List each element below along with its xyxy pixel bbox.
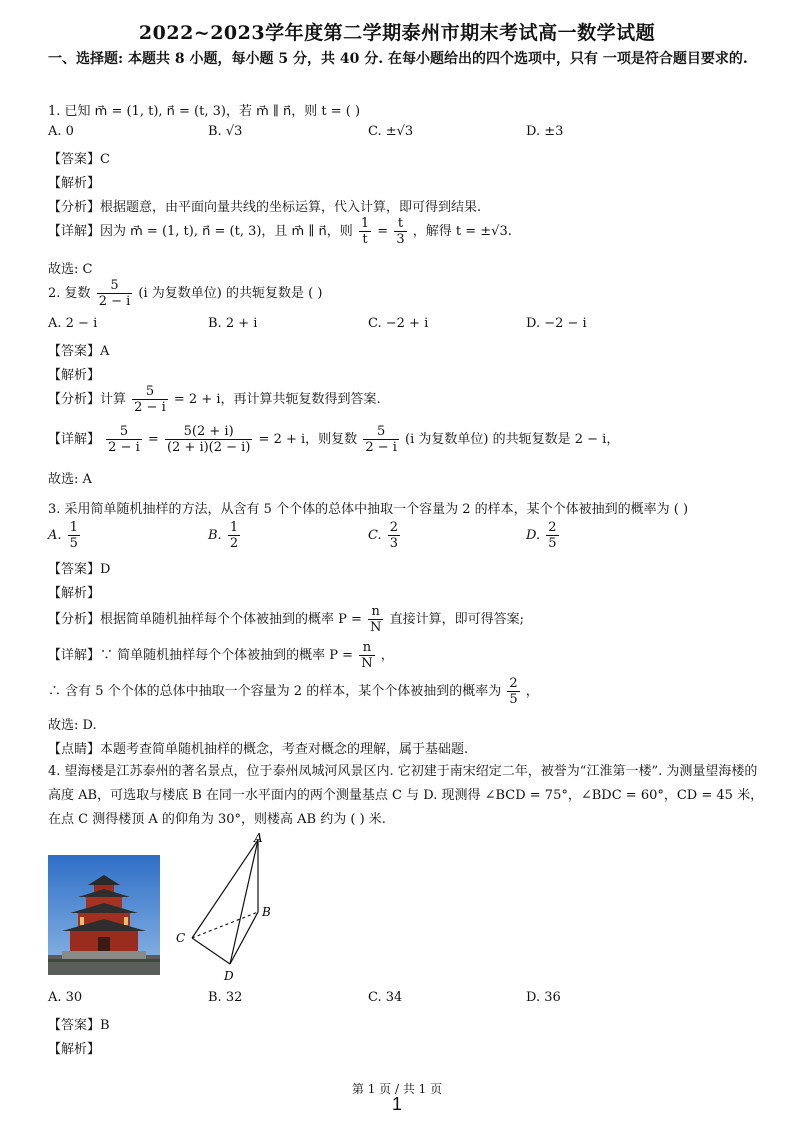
q3-d-num: 2 bbox=[548, 520, 557, 535]
q2-frac-den: 2 − i bbox=[98, 294, 131, 309]
q3-option-d-label: D. bbox=[526, 528, 541, 543]
q1-choice: 故选: C bbox=[48, 262, 93, 277]
section-heading: 一、选择题: 本题共 8 小题，每小题 5 分，共 40 分. 在每小题给出的四个选项中，只有 一项是符合题目要求的. bbox=[48, 51, 748, 67]
q3-option-b-fraction bbox=[228, 520, 240, 551]
q3-a-den: 5 bbox=[69, 536, 78, 551]
q3-dianjing: 【点睛】本题考查简单随机抽样的概念，考查对概念的理解，属于基础题. bbox=[48, 742, 469, 757]
q3-option-d-fraction bbox=[546, 520, 558, 551]
q3-therefore-suffix: ， bbox=[525, 684, 539, 699]
q3-choice: 故选: D. bbox=[48, 718, 97, 733]
q4-analysis-label: 【解析】 bbox=[48, 1042, 101, 1057]
q2-choice: 故选: A bbox=[48, 472, 92, 487]
q2-xiangjie bbox=[48, 424, 619, 455]
q3-fenxi-prefix: 【分析】根据简单随机抽样每个个体被抽到的概率 P = bbox=[48, 612, 362, 627]
q3-option-b-label: B. bbox=[208, 528, 222, 543]
q1-option-c: C. ±√3 bbox=[368, 124, 414, 139]
page-number: 1 bbox=[391, 1094, 402, 1114]
q2-fenxi-suffix: = 2 + i，再计算共轭复数得到答案. bbox=[173, 392, 381, 407]
q3-fenxi-den: N bbox=[370, 620, 382, 635]
q2-option-b: B. 2 + i bbox=[208, 316, 258, 331]
question-4-stem: 4. 望海楼是江苏泰州的著名景点，位于泰州凤城河风景区内. 它初建于南宋绍定二年，被誉为“江淮第一楼”. 为测量望海楼的高度 AB，可选取与楼底 B 在同一水平面内的两个测量基点 C 与 D. 现测得 ∠BCD = 75°，∠BDC = 60°，CD = 45 米，在点 C 测得楼顶 A 的仰角为 30°，则楼高 AB 约为 ( ) 米. bbox=[48, 764, 764, 827]
q3-b-den: 2 bbox=[229, 536, 239, 551]
q4-answer: 【答案】B bbox=[48, 1018, 110, 1033]
q3-xj-num: n bbox=[359, 640, 374, 656]
q3-option-c-label: C. bbox=[368, 528, 382, 543]
q2-xj-fraction-3 bbox=[363, 424, 399, 455]
q3-analysis-label: 【解析】 bbox=[48, 586, 101, 601]
q4-option-c: C. 34 bbox=[368, 990, 403, 1005]
question-2-stem bbox=[48, 278, 322, 309]
q2-xj-fraction-1 bbox=[106, 424, 142, 455]
q3-therefore-den: 5 bbox=[509, 692, 518, 707]
tetrahedron-figure bbox=[172, 828, 282, 988]
q1-frac2-num: t bbox=[394, 216, 406, 232]
q1-fraction-2 bbox=[394, 216, 406, 247]
q2-fenxi bbox=[48, 384, 381, 415]
q2-xiangjie-prefix: 【详解】 bbox=[48, 432, 101, 447]
q3-a-num: 1 bbox=[69, 520, 78, 535]
q4-option-a: A. 30 bbox=[48, 990, 83, 1005]
q3-xiangjie bbox=[48, 640, 394, 671]
q1-xiangjie-prefix: 【详解】因为 m⃗ = (1, t), n⃗ = (t, 3)，且 m⃗ ∥ n⃗，则 bbox=[48, 224, 353, 239]
q1-analysis-label: 【解析】 bbox=[48, 176, 101, 191]
q2-option-d: D. −2 − i bbox=[526, 316, 587, 331]
q2-xiangjie-suffix: (i 为复数单位) 的共轭复数是 2 − i， bbox=[405, 432, 620, 447]
question-1-stem: 1. 已知 m⃗ = (1, t), n⃗ = (t, 3)，若 m⃗ ∥ n⃗，则 t = ( ) bbox=[48, 104, 361, 119]
vertex-a-label: A bbox=[254, 831, 263, 845]
question-2-options bbox=[48, 316, 768, 340]
q2-fenxi-frac-den: 2 − i bbox=[134, 400, 166, 415]
q3-option-b bbox=[208, 520, 242, 551]
q3-c-den: 3 bbox=[389, 536, 399, 551]
q4-option-b: B. 32 bbox=[208, 990, 243, 1005]
q1-xiangjie bbox=[48, 216, 512, 247]
q3-option-c bbox=[368, 520, 402, 551]
q3-option-d bbox=[526, 520, 561, 551]
question-3-stem: 3. 采用简单随机抽样的方法，从含有 5 个个体的总体中抽取一个容量为 2 的样本，某个个体被抽到的概率为 ( ) bbox=[48, 502, 689, 517]
q1-option-d: D. ±3 bbox=[526, 124, 564, 139]
q2-xj-fraction-2 bbox=[165, 424, 252, 455]
q2-stem-suffix: (i 为复数单位) 的共轭复数是 ( ) bbox=[138, 286, 323, 301]
q2-fenxi-fraction bbox=[132, 384, 168, 415]
pagoda-image bbox=[48, 855, 160, 975]
q3-c-num: 2 bbox=[389, 520, 399, 535]
q2-stem-fraction bbox=[97, 278, 133, 309]
q1-xiangjie-suffix: ，解得 t = ±√3. bbox=[412, 224, 512, 239]
q2-fenxi-frac-num: 5 bbox=[132, 384, 168, 400]
q3-xiangjie-suffix: ， bbox=[380, 648, 394, 663]
q3-b-num: 1 bbox=[229, 520, 239, 535]
question-3-options bbox=[48, 520, 768, 556]
q1-frac1-den: t bbox=[362, 232, 368, 247]
q3-option-a-fraction bbox=[68, 520, 80, 551]
page-footer: 第 1 页 / 共 1 页 bbox=[351, 1082, 443, 1096]
q3-xiangjie-prefix: 【详解】∵ 简单随机抽样每个个体被抽到的概率 P = bbox=[48, 648, 354, 663]
q3-option-a bbox=[48, 520, 82, 551]
q3-therefore-num: 2 bbox=[509, 676, 518, 691]
q3-d-den: 5 bbox=[548, 536, 557, 551]
q3-option-c-fraction bbox=[388, 520, 400, 551]
q2-xj-frac3-den: 2 − i bbox=[365, 440, 397, 455]
q3-xj-den: N bbox=[361, 656, 373, 671]
q2-analysis-label: 【解析】 bbox=[48, 368, 101, 383]
q2-xj-frac3-num: 5 bbox=[363, 424, 399, 440]
vertex-c-label: C bbox=[176, 931, 186, 945]
q1-fraction-1 bbox=[359, 216, 371, 247]
q2-xj-frac1-den: 2 − i bbox=[108, 440, 140, 455]
q1-frac2-den: 3 bbox=[396, 232, 405, 247]
q3-fenxi-suffix: 直接计算，即可得答案; bbox=[389, 612, 524, 627]
q2-xj-frac2-den: (2 + i)(2 − i) bbox=[166, 440, 251, 455]
q2-xj-frac1-num: 5 bbox=[106, 424, 142, 440]
vertex-d-label: D bbox=[224, 969, 234, 983]
q3-answer: 【答案】D bbox=[48, 562, 111, 577]
q1-frac1-num: 1 bbox=[360, 216, 370, 231]
q3-fenxi bbox=[48, 604, 524, 635]
q1-equals: = bbox=[377, 224, 389, 239]
q1-option-b: B. √3 bbox=[208, 124, 243, 139]
q3-fenxi-num: n bbox=[368, 604, 383, 620]
q2-fenxi-prefix: 【分析】计算 bbox=[48, 392, 127, 407]
q1-option-a: A. 0 bbox=[48, 124, 74, 139]
q3-option-a-label: A. bbox=[48, 528, 62, 543]
tower-photo bbox=[48, 855, 160, 975]
q2-frac-num: 5 bbox=[97, 278, 133, 294]
q2-xj-frac2-num: 5(2 + i) bbox=[165, 424, 252, 440]
q2-stem-prefix: 2. 复数 bbox=[48, 286, 91, 301]
question-4-options bbox=[48, 990, 768, 1014]
q1-fenxi: 【分析】根据题意，由平面向量共线的坐标运算，代入计算，即可得到结果. bbox=[48, 200, 482, 215]
geometry-diagram bbox=[172, 828, 282, 988]
q2-xj-mid: = 2 + i，则复数 bbox=[258, 432, 358, 447]
page-title: 2022~2023学年度第二学期泰州市期末考试高一数学试题 bbox=[138, 22, 656, 44]
q2-answer: 【答案】A bbox=[48, 344, 110, 359]
q3-fenxi-fraction bbox=[368, 604, 383, 635]
q2-xj-equals: = bbox=[147, 432, 159, 447]
q3-therefore-prefix: ∴ 含有 5 个个体的总体中抽取一个容量为 2 的样本，某个个体被抽到的概率为 bbox=[48, 684, 502, 699]
vertex-b-label: B bbox=[262, 905, 271, 919]
q3-therefore-fraction bbox=[507, 676, 519, 707]
question-1-options bbox=[48, 124, 768, 148]
q1-answer: 【答案】C bbox=[48, 152, 110, 167]
q2-option-a: A. 2 − i bbox=[48, 316, 98, 331]
q3-xiangjie-fraction bbox=[359, 640, 374, 671]
q3-therefore bbox=[48, 676, 539, 707]
q4-option-d: D. 36 bbox=[526, 990, 561, 1005]
q2-option-c: C. −2 + i bbox=[368, 316, 429, 331]
